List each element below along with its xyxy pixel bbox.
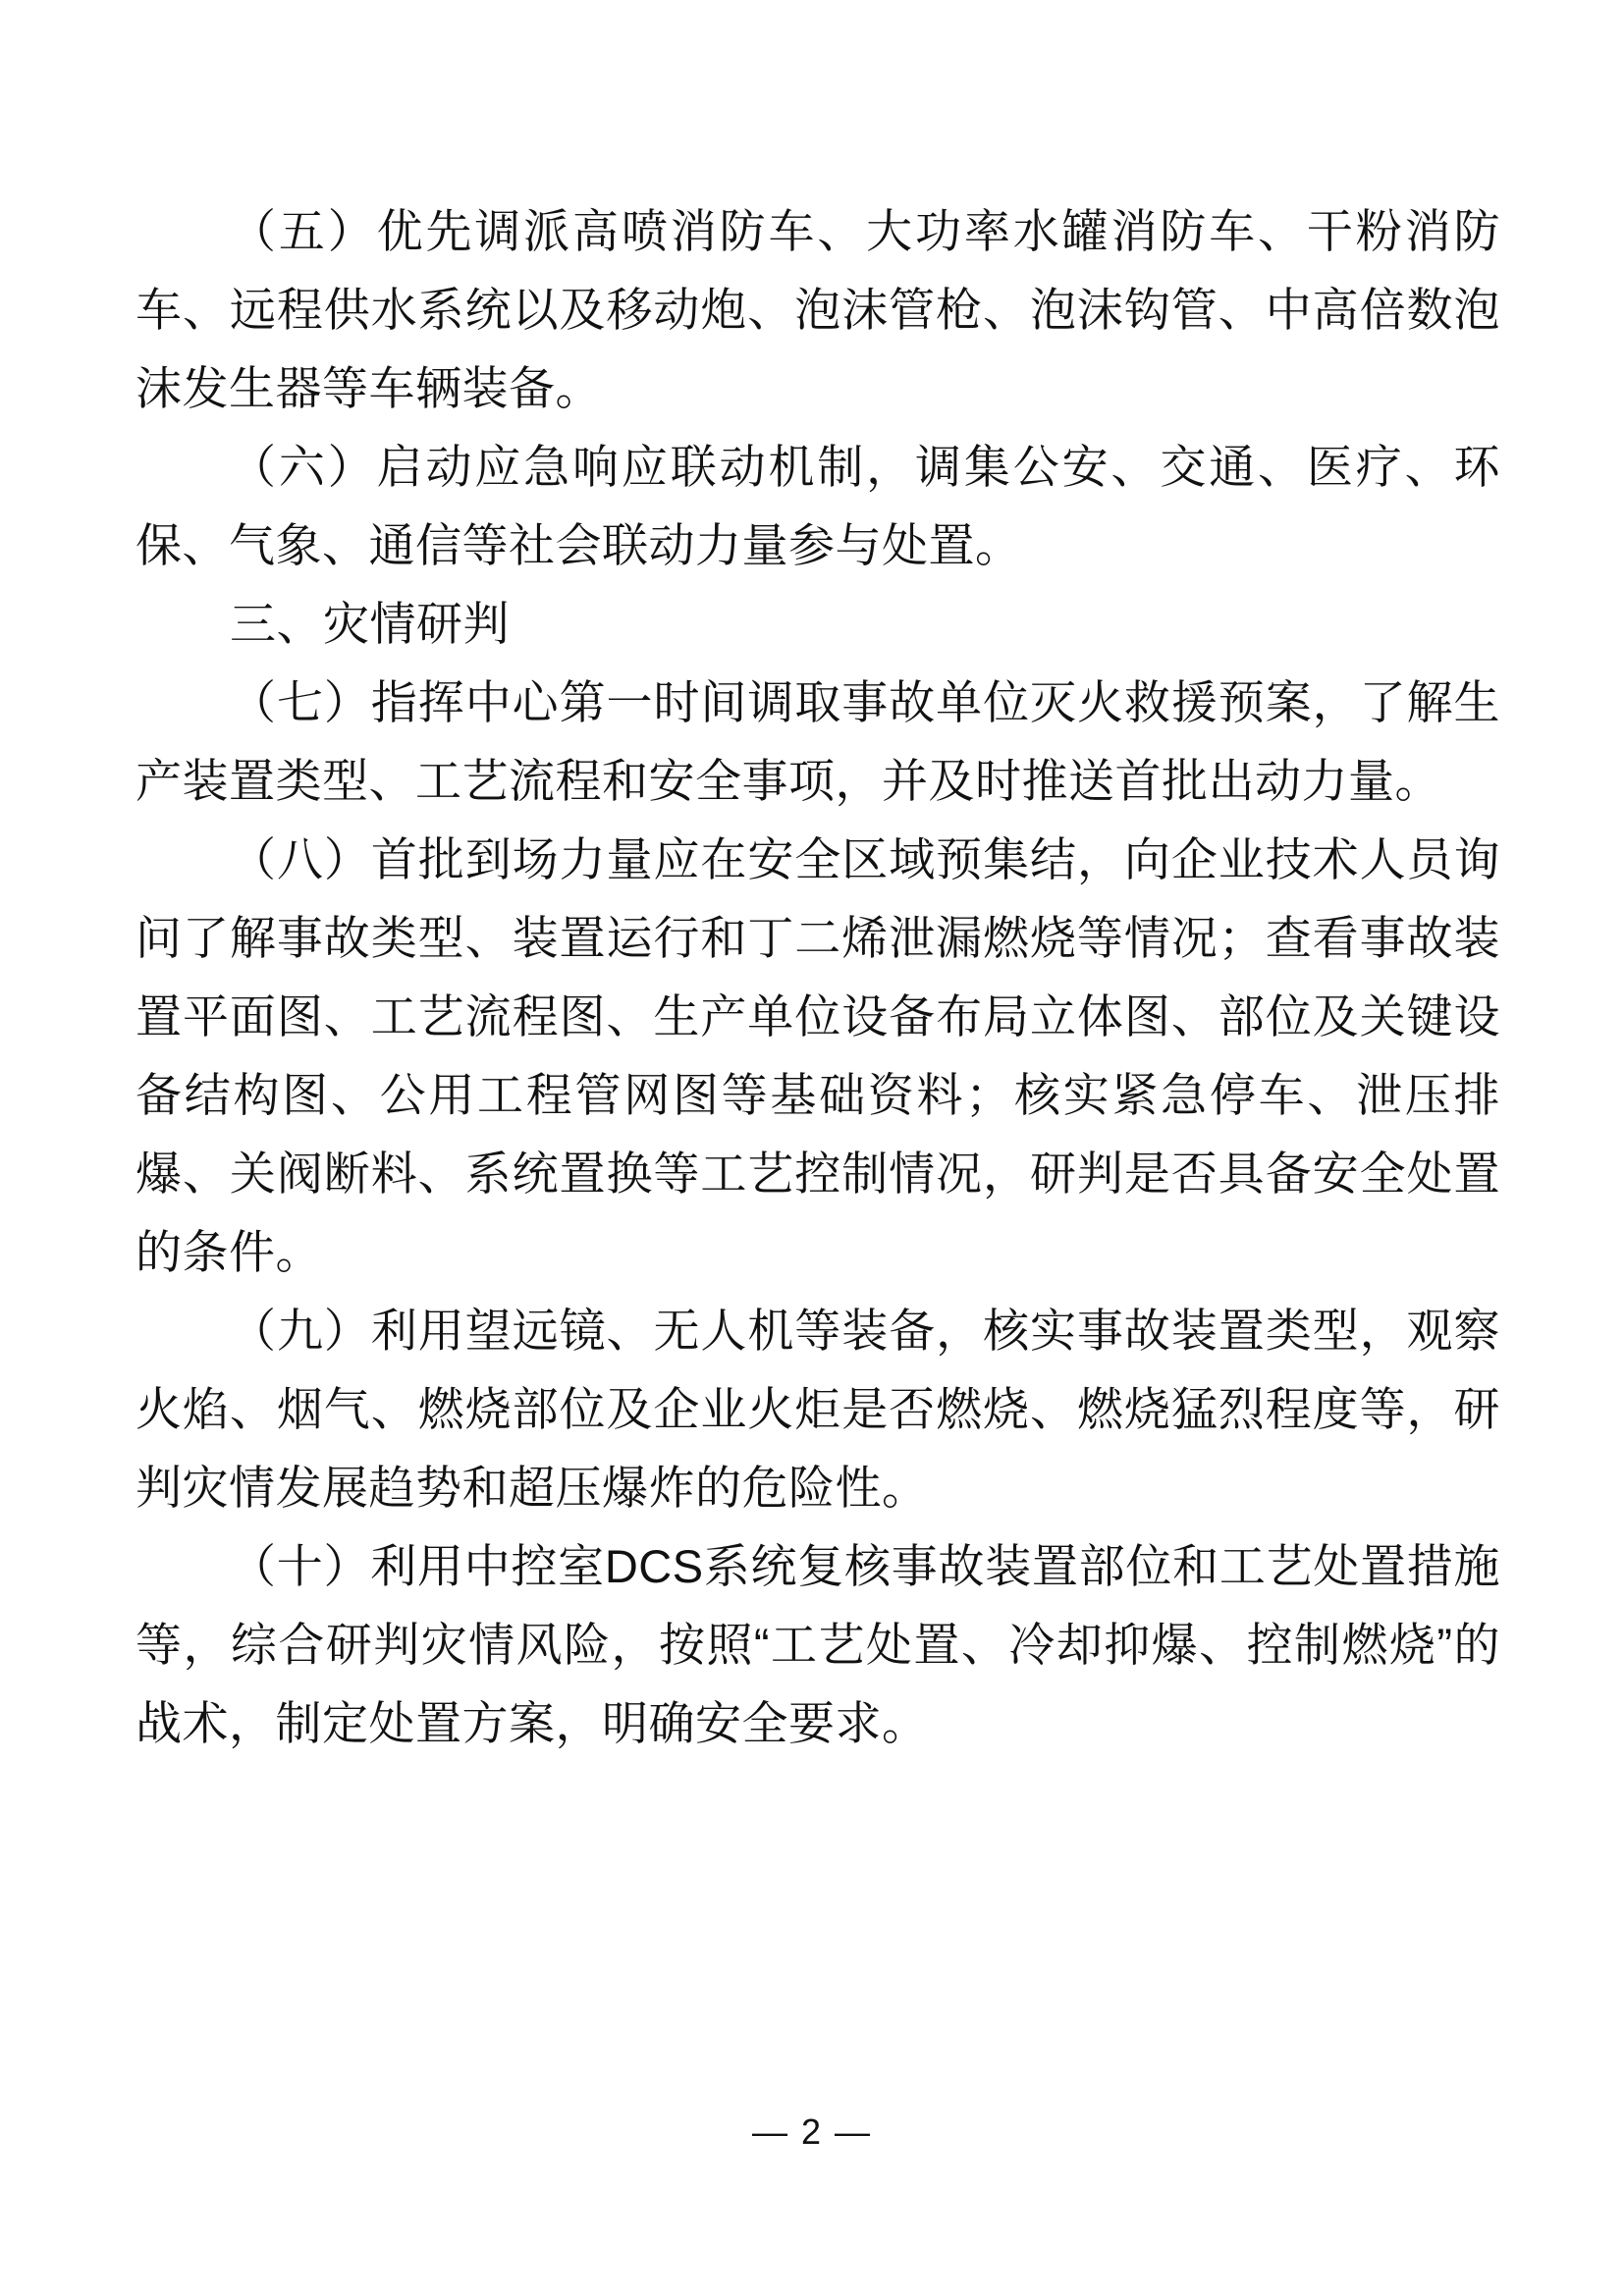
section-heading-three: 三、灾情研判 — [230, 598, 510, 650]
document-body — [135, 192, 1500, 1763]
paragraph-clause-eight: （八）首批到场力量应在安全区域预集结，向企业技术人员询问了解事故类型、装置运行和丁二烯泄漏燃烧等情况；查看事故装置平面图、工艺流程图、生产单位设备布局立体图、部位及关键设备结构图、公用工程管网图等基础资料；核实紧急停车、泄压排爆、关阀断料、系统置换等工艺控制情况，研判是否具备安全处置的条件。 — [135, 833, 1500, 1278]
paragraph-clause-six: （六）启动应急响应联动机制，调集公安、交通、医疗、环保、气象、通信等社会联动力量参与处置。 — [135, 441, 1500, 571]
page-number: — 2 — — [751, 2111, 873, 2152]
paragraph-clause-five: （五）优先调派高喷消防车、大功率水罐消防车、干粉消防车、远程供水系统以及移动炮、泡沫管枪、泡沫钩管、中高倍数泡沫发生器等车辆装备。 — [135, 205, 1500, 414]
paragraph-clause-nine: （九）利用望远镜、无人机等装备，核实事故装置类型，观察火焰、烟气、燃烧部位及企业火炬是否燃烧、燃烧猛烈程度等，研判灾情发展趋势和超压爆炸的危险性。 — [135, 1305, 1500, 1514]
page-footer — [0, 2110, 1624, 2154]
paragraph-clause-ten: （十）利用中控室DCS系统复核事故装置部位和工艺处置措施等，综合研判灾情风险，按照“工艺处置、冷却抑爆、控制燃烧”的战术，制定处置方案，明确安全要求。 — [135, 1540, 1500, 1749]
paragraph-clause-seven: （七）指挥中心第一时间调取事故单位灭火救援预案，了解生产装置类型、工艺流程和安全事项，并及时推送首批出动力量。 — [135, 676, 1500, 807]
